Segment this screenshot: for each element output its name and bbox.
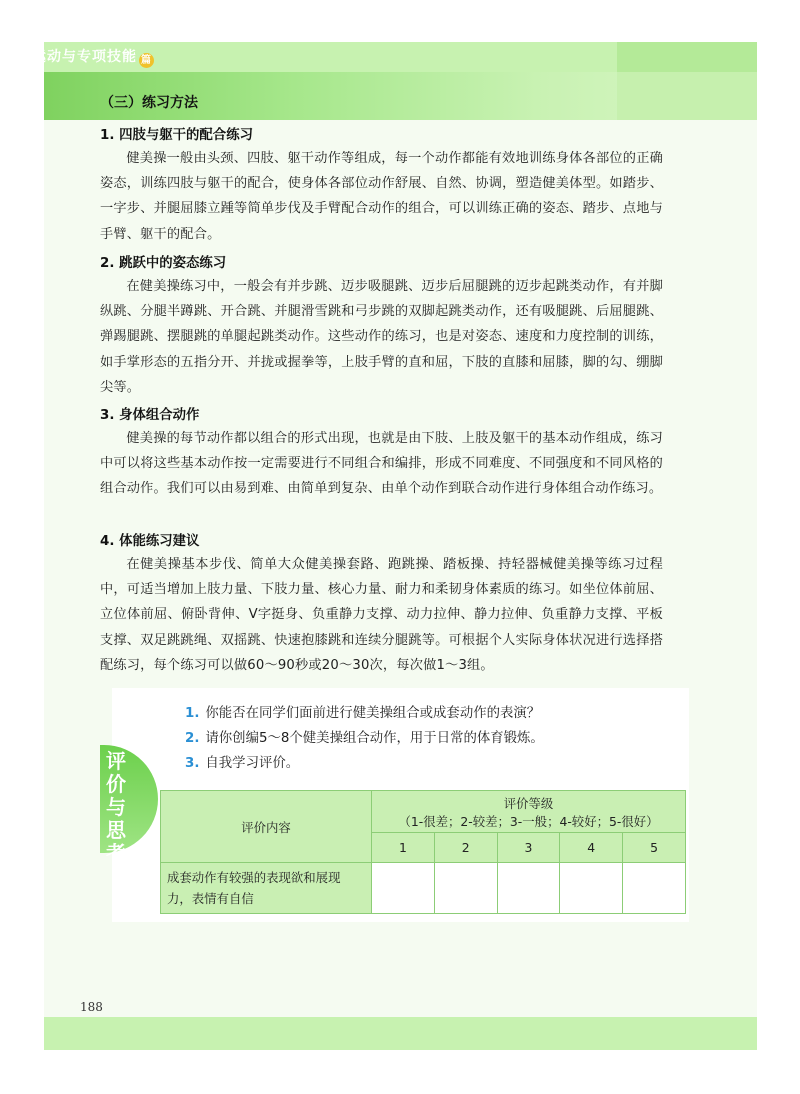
subsection-title-3: 3. 身体组合动作 — [100, 408, 200, 423]
grade-col-4: 4 — [560, 833, 623, 863]
grade-cell[interactable] — [497, 863, 560, 914]
grade-col-5: 5 — [623, 833, 686, 863]
subsection-text-1: 健美操一般由头颈、四肢、躯干动作等组成，每一个动作都能有效地训练身体各部位的正确姿态，训练四肢与躯干的配合，使身体各部位动作舒展、自然、协调，塑造健美体型。如踏步、一字步、并腿屈膝立踵等简单步伐及手臂配合动作的组合，可以训练正确的姿态、踏步、点地与手臂、躯干的配合。 — [100, 151, 663, 242]
grade-title: 评价等级 — [503, 795, 554, 811]
grade-col-1: 1 — [372, 833, 435, 863]
top-color-band-right — [617, 42, 757, 72]
chapter-header-bar-right — [617, 72, 757, 120]
grade-scale: （1-很差；2-较差；3-一般；4-较好；5-很好） — [398, 813, 659, 829]
page-number: 188 — [80, 1000, 103, 1014]
table-header-grade — [372, 791, 686, 833]
chapter-title — [32, 46, 154, 68]
grade-cell[interactable] — [434, 863, 497, 914]
subsection-text-3: 健美操的每节动作都以组合的形式出现，也就是由下肢、上肢及躯干的基本动作组成，练习中可以将这些基本动作按一定需要进行不同组合和编排，形成不同难度、不同强度和不同风格的组合动作。我们可以由易到难、由简单到复杂、由单个动作到联合动作进行身体组合动作练习。 — [100, 431, 663, 497]
table-row — [161, 863, 686, 914]
list-item: 3. 自我学习评价。 — [185, 756, 300, 771]
grade-col-2: 2 — [434, 833, 497, 863]
chapter-badge-icon: 篇 — [141, 55, 152, 66]
list-item: 2. 请你创编5～8个健美操组合动作，用于日常的体育锻炼。 — [185, 731, 544, 746]
subsection-title-1: 1. 四肢与躯干的配合练习 — [100, 128, 253, 143]
question-list — [185, 701, 544, 776]
row-content: 成套动作有较强的表现欲和展现力，表情有自信 — [161, 863, 372, 914]
section-title: （三）练习方法 — [100, 95, 198, 111]
chapter-title-text: 运动与专项技能 — [32, 49, 137, 65]
list-item: 1. 你能否在同学们面前进行健美操组合或成套动作的表演？ — [185, 706, 541, 721]
subsection-text-2: 在健美操练习中，一般会有并步跳、迈步吸腿跳、迈步后屈腿跳的迈步起跳类动作，有并脚纵跳、分腿半蹲跳、开合跳、并腿滑雪跳和弓步跳的双脚起跳类动作，还有吸腿跳、后屈腿跳、弹踢腿跳、摆腿跳的单腿起跳类动作。这些动作的练习，也是对姿态、速度和力度控制的训练，如手掌形态的五指分开、并拢或握拳等，上肢手臂的直和屈，下肢的直膝和屈膝，脚的勾、绷脚尖等。 — [100, 279, 663, 395]
subsection-title-2: 2. 跳跃中的姿态练习 — [100, 256, 227, 271]
grade-cell[interactable] — [560, 863, 623, 914]
self-evaluation-table — [160, 790, 686, 914]
subsection-title-4: 4. 体能练习建议 — [100, 534, 200, 549]
grade-cell[interactable] — [372, 863, 435, 914]
evaluation-tab-label: 评价与思考 — [106, 749, 126, 865]
grade-col-3: 3 — [497, 833, 560, 863]
table-header-content: 评价内容 — [161, 791, 372, 863]
bottom-color-band — [44, 1017, 757, 1050]
subsection-text-4: 在健美操基本步伐、简单大众健美操套路、跑跳操、踏板操、持轻器械健美操等练习过程中，可适当增加上肢力量、下肢力量、核心力量、耐力和柔韧身体素质的练习。如坐位体前屈、立位体前屈、俯卧背伸、V字挺身、负重静力支撑、动力拉伸、静力拉伸、负重静力支撑、平板支撑、双足跳跳绳、双摇跳、快速抱膝跳和连续分腿跳等。可根据个人实际身体状况进行选择搭配练习，每个练习可以做60～90秒或20～30次，每次做1～3组。 — [100, 557, 663, 673]
grade-cell[interactable] — [623, 863, 686, 914]
